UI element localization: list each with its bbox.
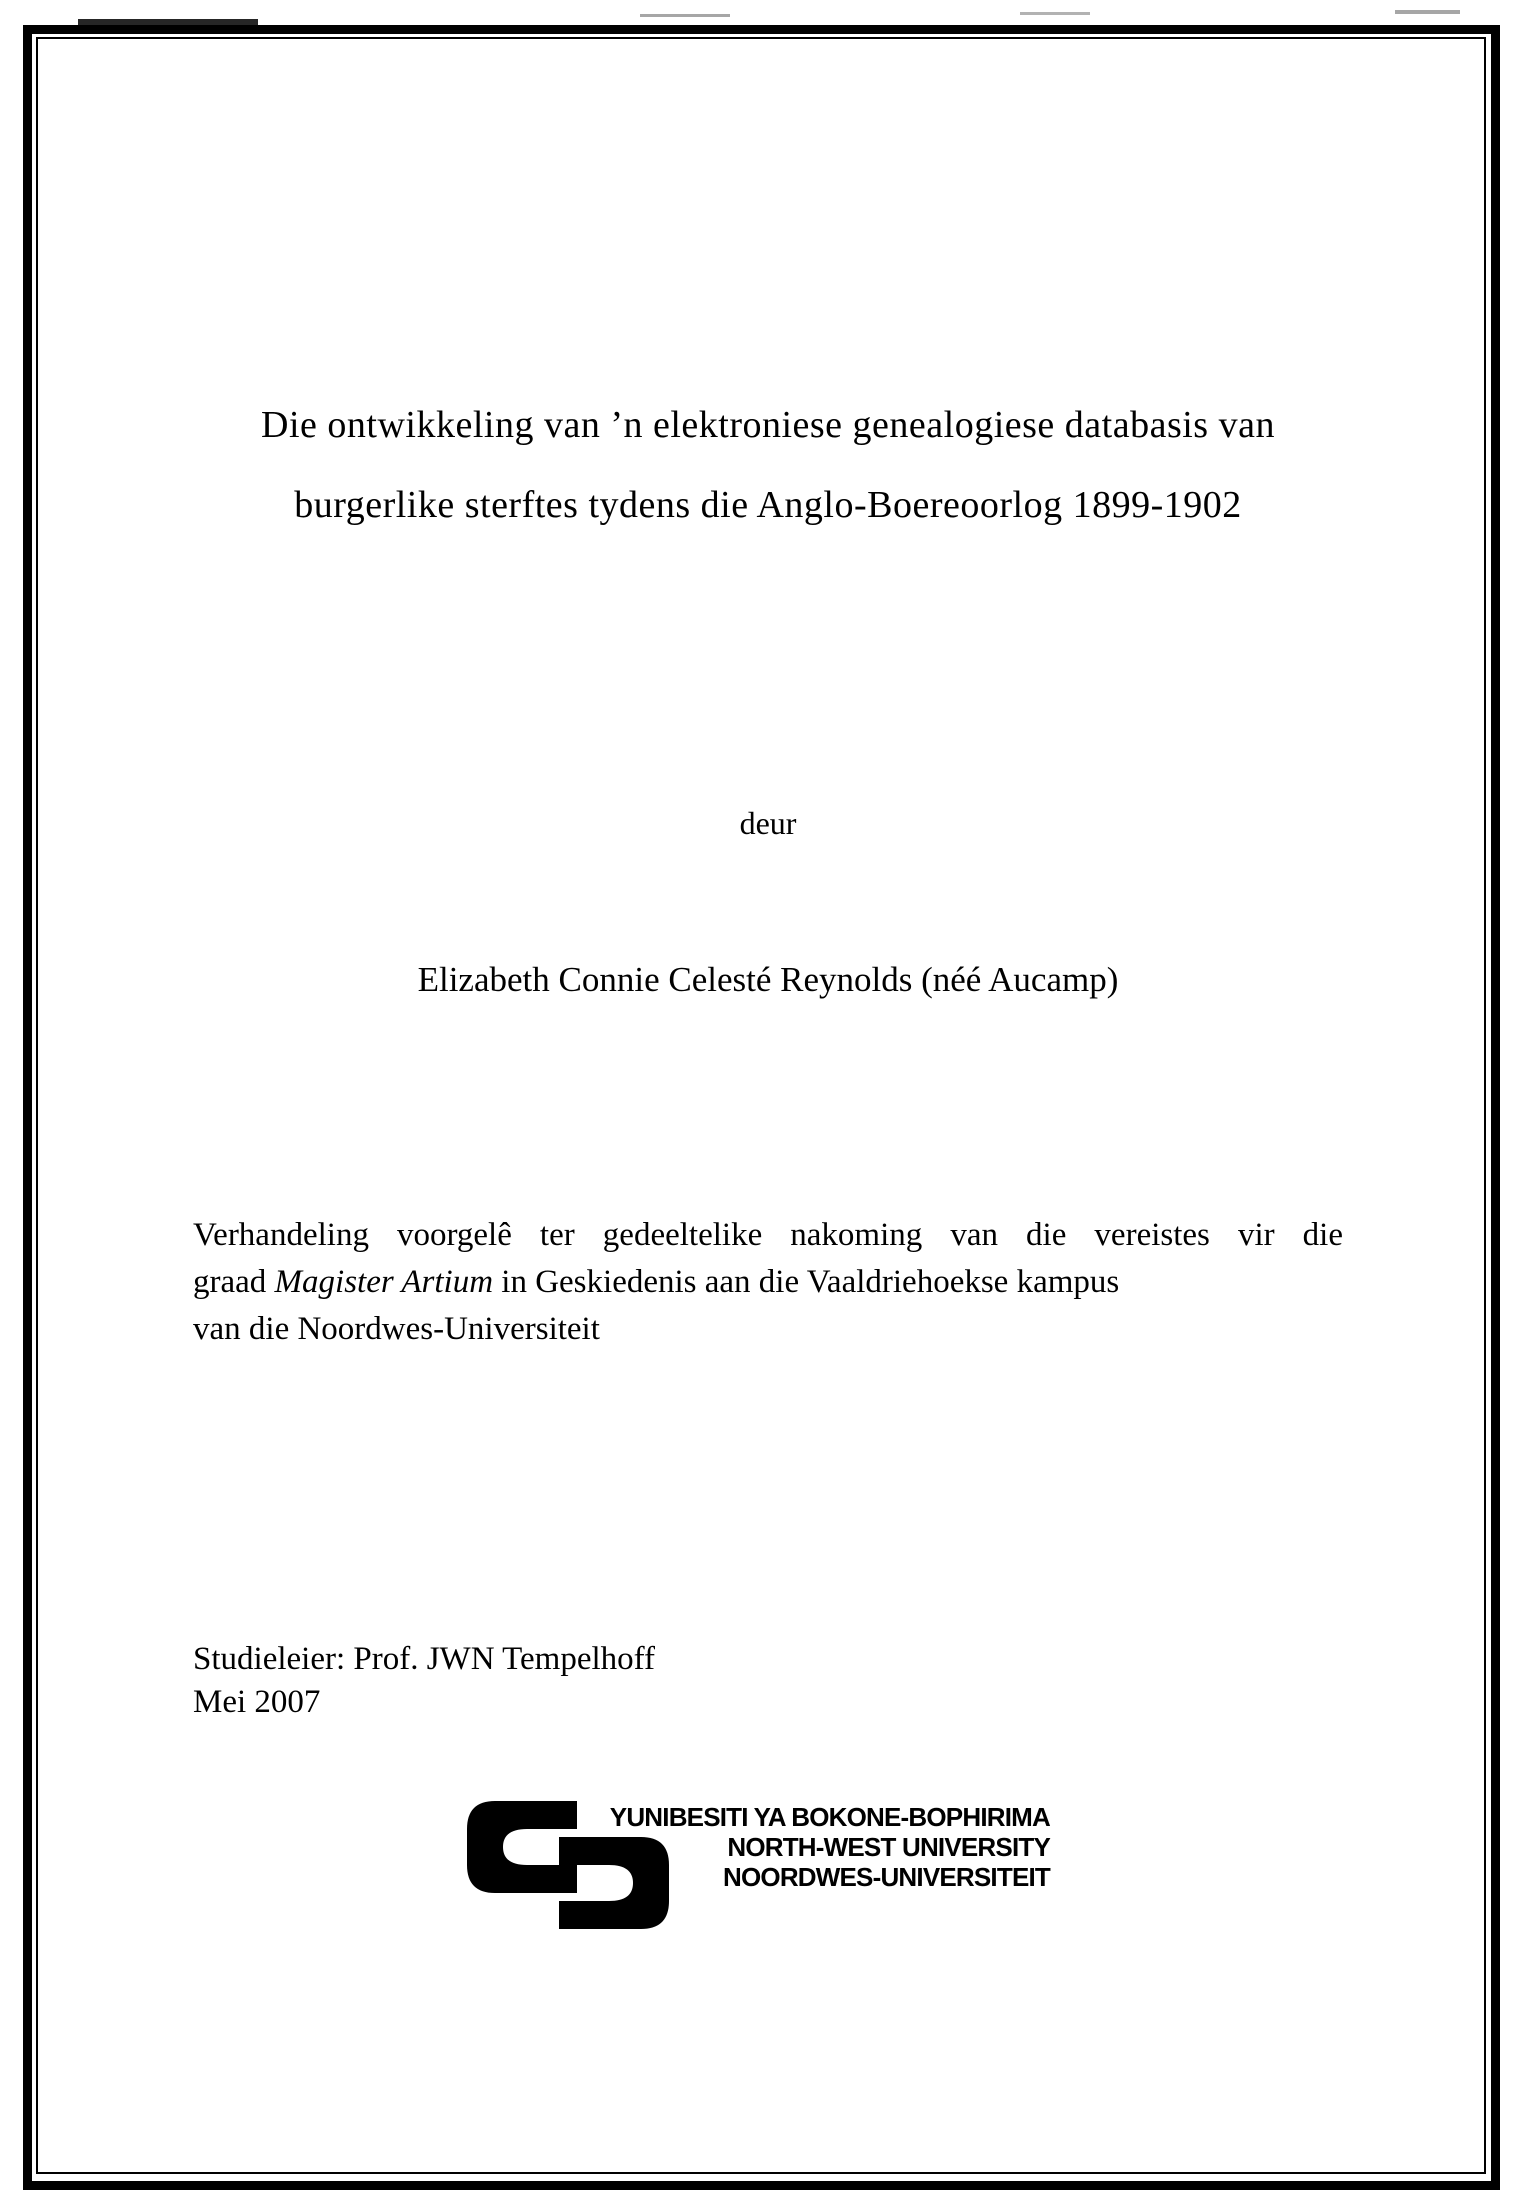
degree-statement-line-2 — [193, 1259, 1343, 1306]
degree-statement — [193, 1212, 1343, 1353]
logo-text-line-3: NOORDWES-UNIVERSITEIT — [723, 1862, 1050, 1892]
date-line: Mei 2007 — [193, 1684, 321, 1720]
logo-text-line-2: NORTH-WEST UNIVERSITY — [727, 1832, 1050, 1862]
thesis-title-line-1: Die ontwikkeling van ’n elektroniese genealogiese databasis van — [261, 404, 1275, 446]
degree-statement-line2-suffix: in Geskiedenis aan die Vaaldriehoekse kampus — [493, 1264, 1120, 1300]
thesis-title-line-2: burgerlike sterftes tydens die Anglo-Boereoorlog 1899-1902 — [294, 484, 1242, 526]
degree-statement-line2-prefix: graad — [193, 1264, 275, 1300]
degree-name-italic: Magister Artium — [274, 1264, 494, 1300]
degree-statement-line-1: Verhandeling voorgelê ter gedeeltelike nakoming van die vereistes vir die — [193, 1217, 1343, 1253]
scan-artifact — [1020, 12, 1090, 15]
supervisor-line: Studieleier: Prof. JWN Tempelhoff — [193, 1641, 656, 1677]
byline-deur: deur — [739, 805, 797, 841]
logo-text-line-1: YUNIBESITI YA BOKONE-BOPHIRIMA — [609, 1802, 1050, 1832]
degree-statement-line-3: van die Noordwes-Universiteit — [193, 1311, 600, 1347]
scan-artifact — [640, 14, 730, 17]
supervisor-block — [193, 1638, 655, 1724]
author-name: Elizabeth Connie Celesté Reynolds (néé Aucamp) — [417, 960, 1119, 999]
thesis-title — [188, 385, 1348, 545]
scan-artifact — [1395, 10, 1460, 14]
university-logo-text — [578, 1802, 1050, 1892]
